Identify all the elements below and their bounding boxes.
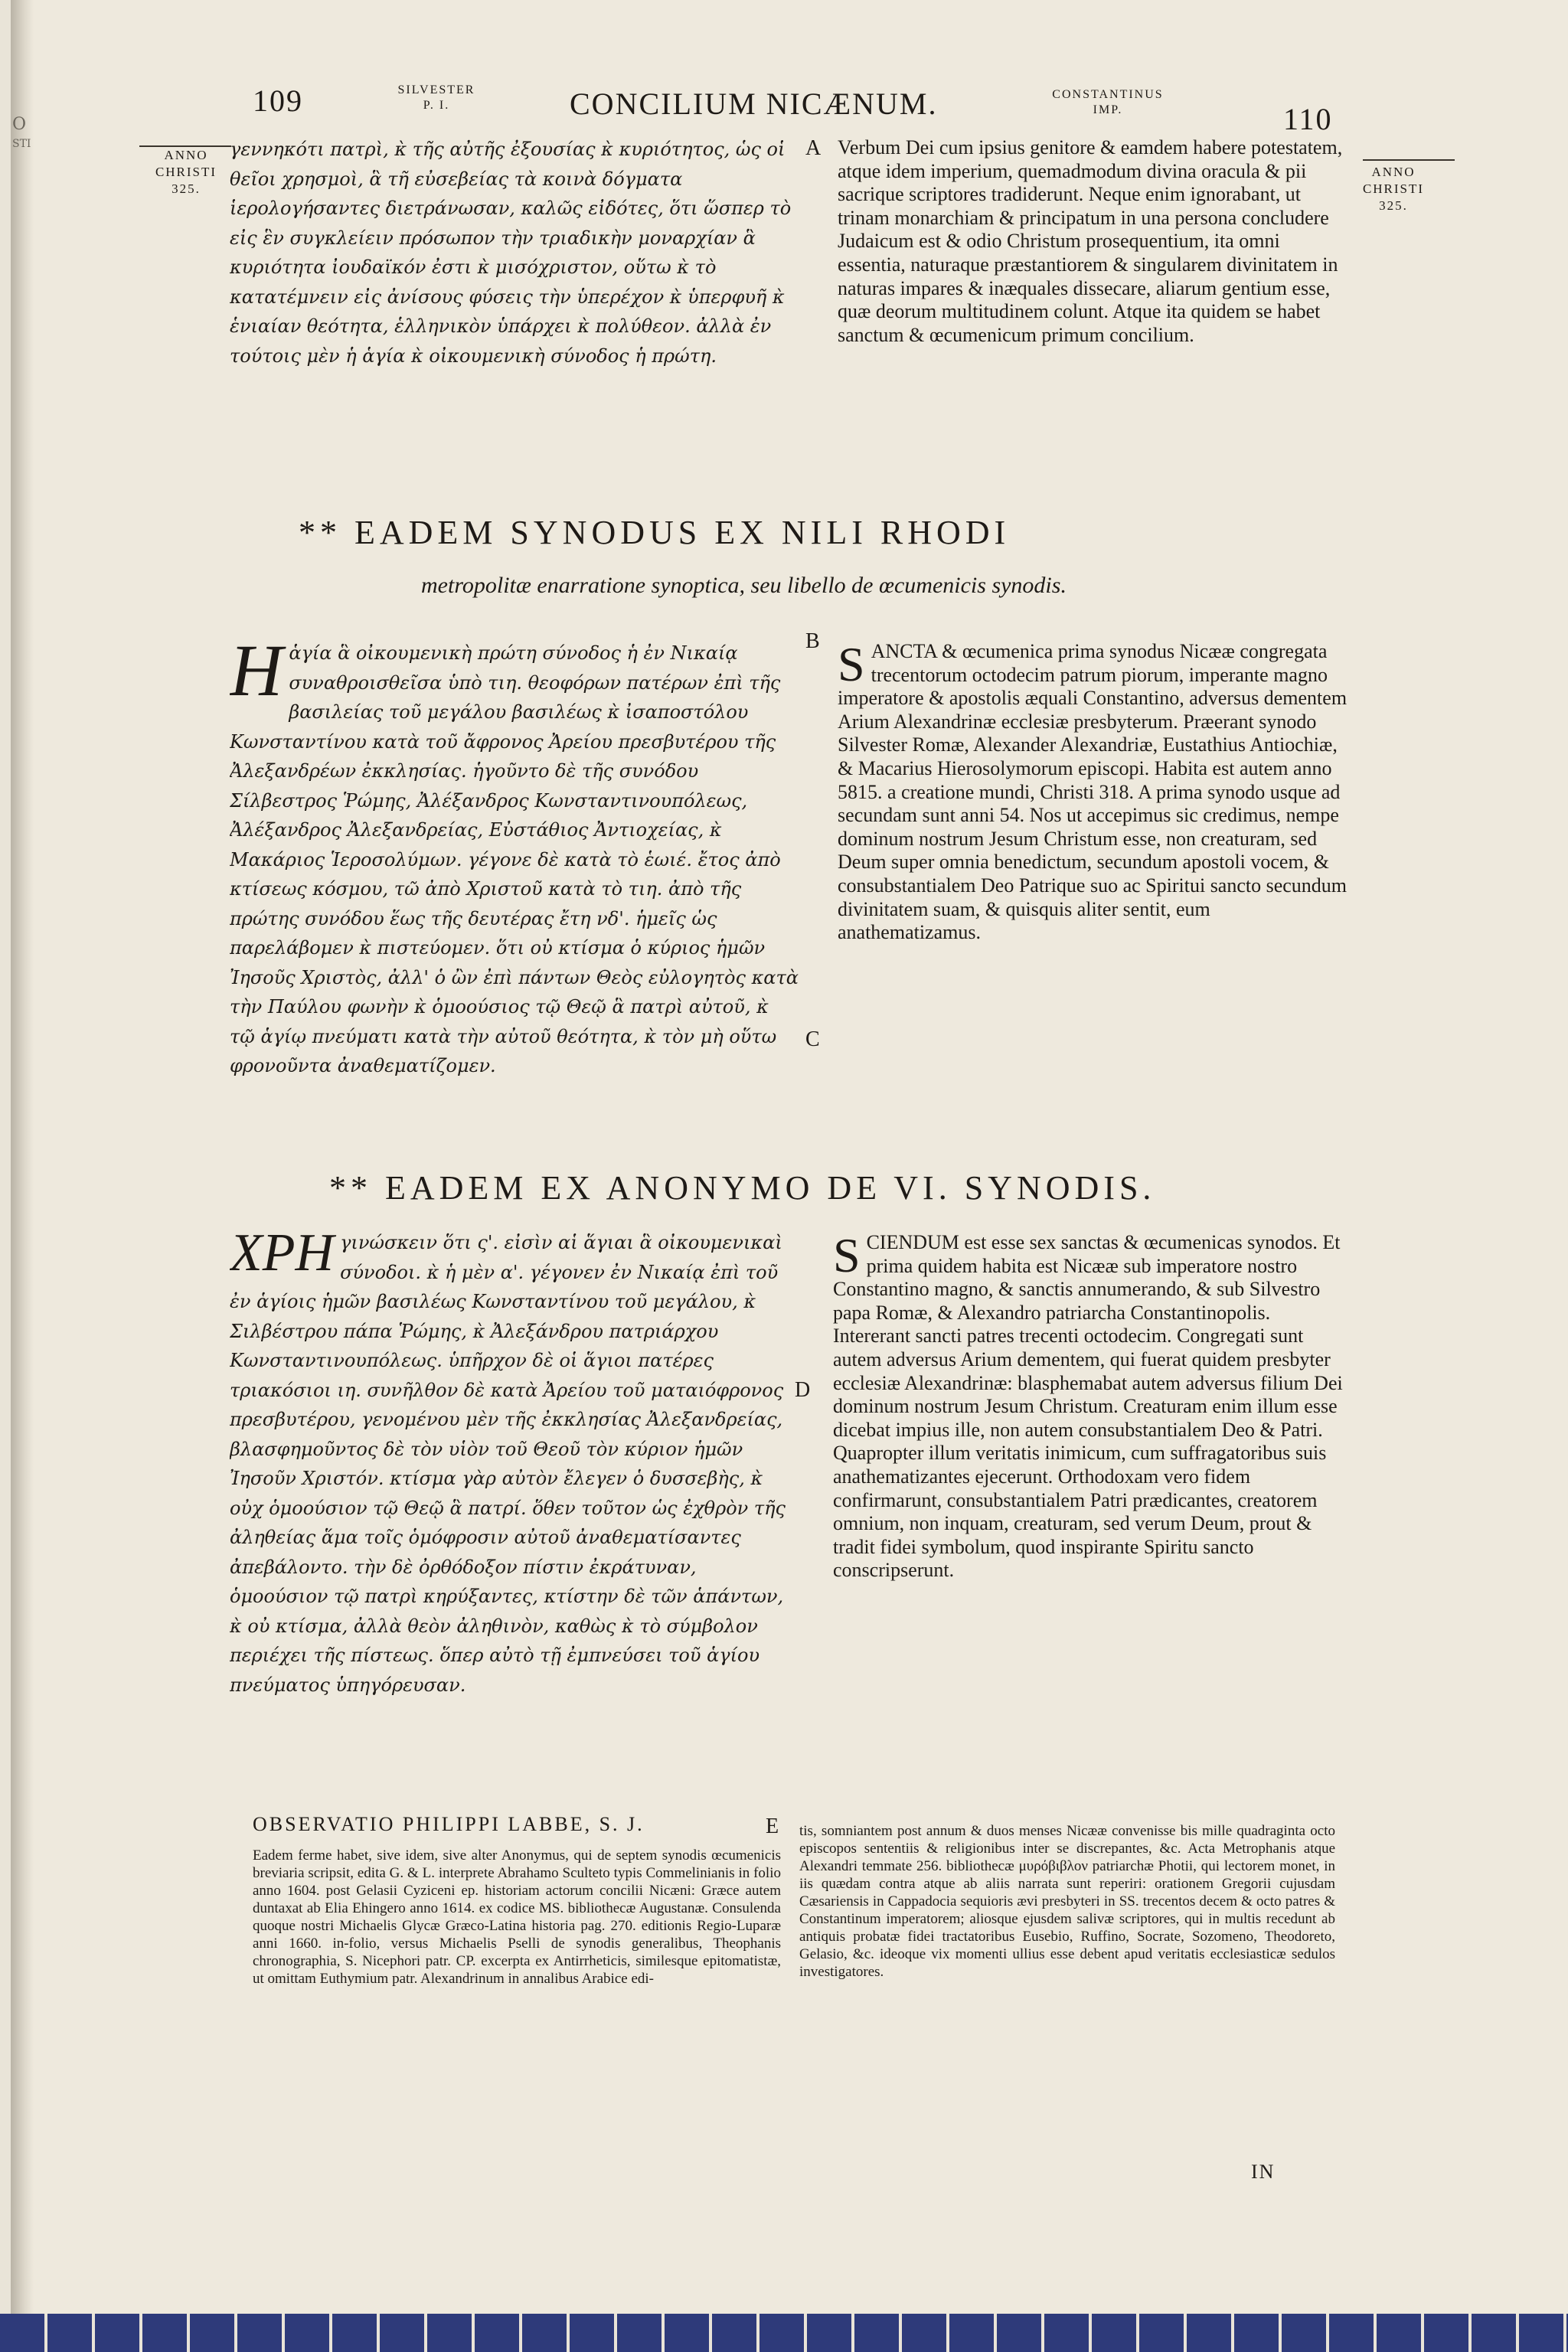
section2-greek-text: Ηἁγία ἃ οἰκουμενικὴ πρώτη σύνοδος ἡ ἐν Νικαίᾳ συναθροισθεῖσα ὑπὸ τιη. θεοφόρων πατέρων ἐπὶ τῆς βασιλείας τοῦ μεγάλου βασιλέως κ̀ ἰσαποστόλου Κωνσταντίνου κατὰ τοῦ ἄφρονος Ἀρείου πρεσβυτέρου τῆς Ἀλεξανδρέων ἐκκλησίας. ἡγοῦντο δὲ τῆς συνόδου Σίλβεστρος Ῥώμης, Ἀλέξανδρος Κωνσταντινουπόλεως, Ἀλέξανδρος Ἀλεξανδρείας, Εὐστάθιος Ἀντιοχείας, κ̀ Μακάριος Ἱεροσολύμων. γέγονε δὲ κατὰ τὸ ἑωιέ. ἔτος ἀπὸ κτίσεως κόσμου, τῶ ἀπὸ Χριστοῦ κατὰ τὸ τιη. ἀπὸ τῆς πρώτης συνόδου ἕως τῆς δευτέρας ἔτη νδ'. ἡμεῖς ὡς παρελάβομεν κ̀ πιστεύομεν. ὅτι οὐ κτίσμα ὁ κύριος ἡμῶν Ἰησοῦς Χριστὸς, ἀλλ' ὁ ὢν ἐπὶ πάντων Θεὸς εὐλογητὸς κατὰ τὴν Παύλου φωνὴν κ̀ ὁμοούσιος τῷ Θεῷ ἃ πατρὶ αὐτοῦ, κ̀ τῷ ἁγίῳ πνεύματι κατὰ τὴν αὐτοῦ θεότητα, κ̀ τὸν μὴ οὕτω φρονοῦντα ἀναθεματίζομεν. (230, 639, 799, 1076)
page-gutter (11, 0, 34, 2352)
gutter-mark: STI (12, 138, 31, 150)
running-head-right: CONSTANTINUS IMP. (1052, 88, 1164, 116)
margin-note-left: ANNO CHRISTI 325. (155, 148, 217, 196)
greek-drop-initial: ΧΡΗ (230, 1228, 335, 1282)
catchword: IN (1251, 2161, 1276, 2183)
margin-letter-d: D (795, 1378, 811, 1402)
greek-drop-initial: Η (230, 639, 283, 711)
section3-greek-text: ΧΡΗ γινώσκειν ὅτι ς'. εἰσὶν αἱ ἅγιαι ἃ οἰκουμενικαὶ σύνοδοι. κ̀ ἡ μὲν α'. γέγονεν ἐν Νικαίᾳ ἐπὶ τοῦ ἐν ἁγίοις ἡμῶν βασιλέως Κωνσταντίνου τοῦ μεγάλου, κ̀ Σιλβέστρου πάπα Ῥώμης, κ̀ Ἀλεξάνδρου πατριάρχου Κωνσταντινουπόλεως. ὑπῆρχον δὲ οἱ ἅγιοι πατέρες τριακόσιοι ιη. συνῆλθον δὲ κατὰ Ἀρείου τοῦ ματαιόφρονος πρεσβυτέρου, γενομένου μὲν τῆς ἐκκλησίας Ἀλεξανδρείας, βλασφημοῦντος δὲ τὸν υἱὸν τοῦ Θεοῦ τὸν κύριον ἡμῶν Ἰησοῦν Χριστόν. κτίσμα γὰρ αὐτὸν ἔλεγεν ὁ δυσσεβὴς, κ̀ οὐχ ὁμοούσιον τῷ Θεῷ ἃ πατρί. ὅθεν τοῦτον ὡς ἐχθρὸν τῆς ἀληθείας ἅμα τοῖς ὁμόφροσιν αὐτοῦ ἀναθεματίσαντες ἀπεβάλοντο. τὴν δὲ ὀρθόδοξον πίστιν ἐκράτυναν, ὁμοούσιον τῷ πατρὶ κηρύξαντες, κτίστην δὲ τῶν ἁπάντων, κ̀ οὐ κτίσμα, ἀλλὰ θεὸν ἀληθινὸν, καθὼς κ̀ τὸ σύμβολον περιέχει τῆς πίστεως. ὅπερ αὐτὸ τῇ ἐμπνεύσει τοῦ ἁγίου πνεύματος ὑπηγόρευσαν. (230, 1228, 786, 1696)
latin-drop-initial: S (833, 1231, 861, 1282)
running-head-left: SILVESTER P. I. (397, 83, 475, 112)
section3-heading: ** EADEM EX ANONYMO DE VI. SYNODIS. (329, 1169, 1156, 1207)
section2-latin-text: SANCTA & œcumenica prima synodus Nicææ congregata trecentorum octodecim patrum piorum, imperante magno imperatore & apostolis æquali Constantino, adversus dementem Arium Alexandrinæ ecclesiæ presbyterum. Præerant synodo Silvester Romæ, Alexander Alexandriæ, Eustathius Antiochiæ, & Macarius Hierosolymorum episcopi. Habita est autem anno 5815. a creatione mundi, Christi 318. A prima synodo usque ad secundam sunt anni 54. Nos ut accepimus sic credimus, nempe dominum nostrum Jesum Christum esse, non creaturam, sed Deum super omnia benedictum, secundum apostoli vocem, & consubstantialem Deo Patrique suo ac Spiritui sancto secundum divinitatem suam, & quisquis aliter sentit, eum anathematizamus. (838, 640, 1348, 944)
section1-greek-text: γεννηκότι πατρὶ, κ̀ τῆς αὐτῆς ἐξουσίας κ̀ κυριότητος, ὡς οἱ θεῖοι χρησμοὶ, ἃ τῆ εὐσεβείας τὰ κοινὰ δόγματα ἱερολογήσαντες διετράνωσαν, καλῶς εἰδότες, ὅτι ὥσπερ τὸ εἰς ἓν συγκλείειν πρόσωπον τὴν τριαδικὴν μοναρχίαν ἃ κυριότητα ἰουδαϊκόν ἐστι κ̀ μισόχριστον, οὕτω κ̀ τὸ κατατέμνειν εἰς ἀνίσους φύσεις τὴν ὑπερέχον κ̀ ὑπερφυῆ κ̀ ἑνιαίαν θεότητα, ἑλληνικὸν ὑπάρχει κ̀ πολύθεον. ἀλλὰ ἐν τούτοις μὲν ἡ ἁγία κ̀ οἰκουμενικὴ σύνοδος ἡ πρώτη. (230, 139, 792, 367)
book-page (11, 0, 1568, 2352)
page-title: CONCILIUM NICÆNUM. (570, 87, 938, 121)
margin-letter-a: A (805, 136, 822, 160)
section1-latin-text: Verbum Dei cum ipsius genitore & eamdem habere potestatem, atque idem imperium, quemadmodum divina oracula & pii sacrique scriptores tradiderunt. Neque enim ignorabant, ut trinam monarchiam & principatum in una persona concludere Judaicum est & odio Christum prosequentium, ita omni essentia, naturaque præstantiorem & singularem divinitatem in naturas impares & inæquales dissecare, aliarum gentium esse, quæ deorum multitudinem colunt. Atque ita quidem se habet sanctum & œcumenicum primum concilium. (838, 136, 1343, 346)
section2-subheading: metropolitæ enarratione synoptica, seu libello de œcumenicis synodis. (421, 573, 1067, 598)
margin-letter-e: E (766, 1815, 779, 1838)
observatio-right-column: tis, somniantem post annum & duos menses Nicææ convenisse bis mille quadraginta octo episcopos sententiis & religionibus inter se discrepantes, &c. Acta Metrophanis atque Alexandri temmate 256. bibliothecæ μυρόβιβλον patriarchæ Photii, qui lectorem monet, in iis quædam contra atque ab aliis narrata sunt reperiri: orationem Gregorii cujusdam Cæsariensis in Cappadocia sequioris ævi presbyteri in SS. trecentos decem & octo patres & Constantinum imperatorem; aliosque ejusdem salivæ scriptores, qui in multis recedunt ab antiquis probatæ fidei tractatoribus Eusebio, Ruffino, Socrate, Sozomeno, Theodoreto, Gelasio, &c. ideoque vix momenti ullius esse debent apud veritatis ecclesiasticæ sedulos investigatores. (799, 1823, 1335, 1980)
page-number-right: 110 (1283, 102, 1333, 136)
page-number-left: 109 (253, 83, 303, 118)
observatio-left-column: Eadem ferme habet, sive idem, sive alter Anonymus, qui de septem synodis œcumenicis breviaria scripsit, edita G. & L. interprete Abrahamo Sculteto typis Commelinianis in folio anno 1604. post Gelasii Cyziceni ep. historiam actorum concilii Nicæni: Græce autem duntaxat ab Elia Ehingero anno 1614. ex codice MS. bibliothecæ Augustanæ. Consulenda quoque nostri Michaelis Glycæ Græco-Latina historia pag. 270. editionis Regio-Luparæ anni 1660. in-folio, versus Michaelis Pselli de synodis generalibus, Theophanis chronographia, S. Nicephori patr. CP. excerpta ex Antirrheticis, similesque epitomatistæ, ut omittam Euthymium patr. Alexandrinum in annalibus Arabice edi- (253, 1847, 781, 1987)
section3-latin-text: SCIENDUM est esse sex sanctas & œcumenicas synodos. Et prima quidem habita est Nicææ sub imperatore nostro Constantino magno, & sanctis annumerando, & sub Silvestro papa Romæ, & Alexandro patriarcha Constantinopolis. Intererant sancti patres trecenti octodecim. Congregati sunt autem adversus Arium dementem, qui fuerat quidem presbyter ecclesiæ Alexandrinæ: blasphemabat autem adversus filium Dei dominum nostrum Jesum Christum. Creaturam enim illum esse dicebat impius ille, non autem consubstantialem Deo & Patri. Quapropter illum veritatis inimicum, cum suffragatoribus suis anathematizantes ejecerunt. Orthodoxam vero fidem confirmarunt, consubstantialem Patri prædicantes, creatorem omnium, non inquam, creaturam, sed verum Deum, prout & tradit fidei symbolum, quod inspirante Spiritu sancto conscripserunt. (833, 1231, 1343, 1582)
margin-rule (1363, 159, 1455, 161)
section2-heading: ** EADEM SYNODUS EX NILI RHODI (299, 514, 1011, 551)
scan-color-bar (0, 2314, 1568, 2352)
observatio-title: OBSERVATIO PHILIPPI LABBE, S. J. (253, 1813, 645, 1835)
margin-note-right: ANNO CHRISTI 325. (1362, 165, 1425, 213)
margin-letter-b: B (805, 629, 820, 653)
margin-letter-c: C (805, 1027, 820, 1051)
latin-drop-initial: S (838, 640, 865, 691)
gutter-mark: O (12, 115, 27, 134)
